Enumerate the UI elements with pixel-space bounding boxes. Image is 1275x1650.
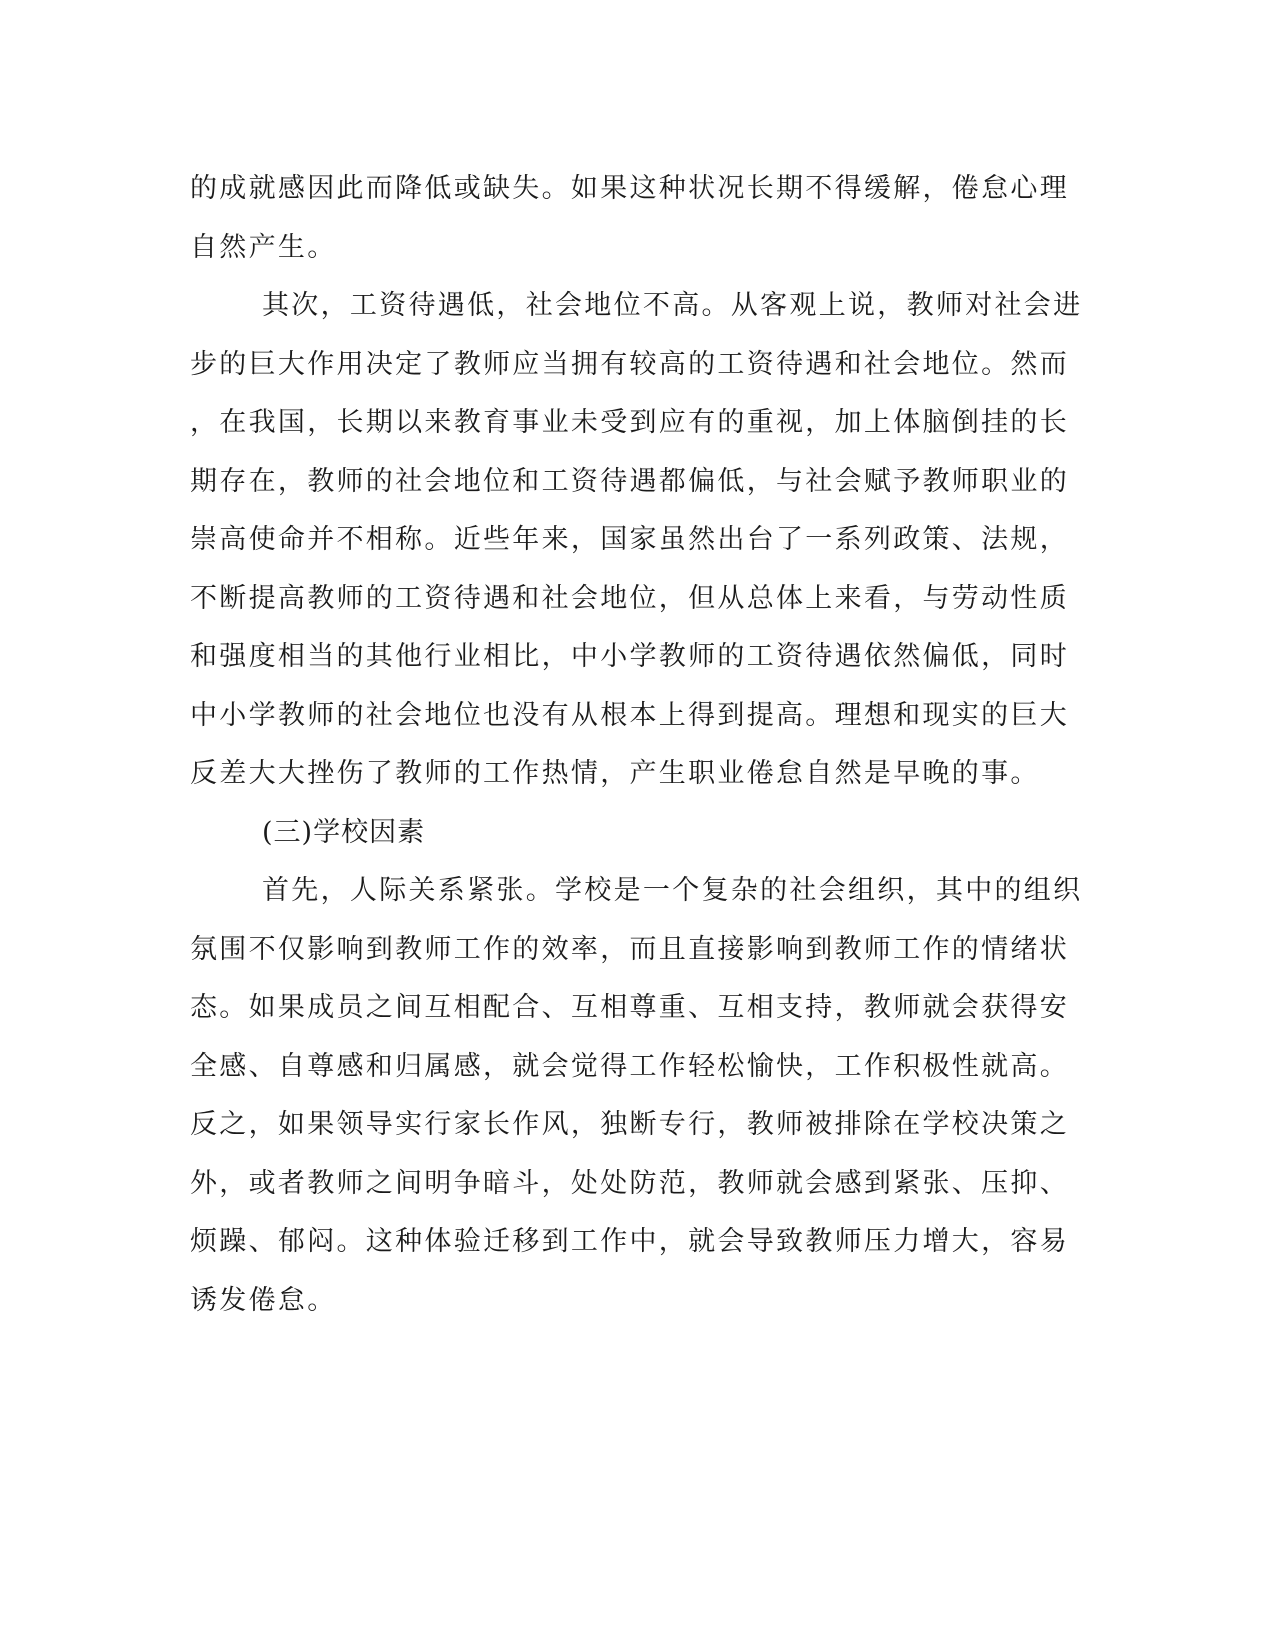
paragraph-line: 和强度相当的其他行业相比，中小学教师的工资待遇依然偏低，同时 — [190, 641, 1069, 672]
paragraph-line: 不断提高教师的工资待遇和社会地位，但从总体上来看，与劳动性质 — [190, 582, 1069, 614]
paragraph-line: 自然产生。 — [190, 231, 337, 263]
paragraph-line: 反之，如果领导实行家长作风，独断专行，教师被排除在学校决策之 — [190, 1109, 1069, 1140]
paragraph-line: 外，或者教师之间明争暗斗，处处防范，教师就会感到紧张、压抑、 — [190, 1167, 1069, 1199]
paragraph-line: 首先，人际关系紧张。学校是一个复杂的社会组织，其中的组织 — [262, 875, 1083, 906]
document-body — [190, 160, 1083, 1330]
paragraph-line: 氛围不仅影响到教师工作的效率，而且直接影响到教师工作的情绪状 — [190, 933, 1069, 965]
paragraph-line: 期存在，教师的社会地位和工资待遇都偏低，与社会赋予教师职业的 — [190, 465, 1069, 497]
paragraph-line: 中小学教师的社会地位也没有从根本上得到提高。理想和现实的巨大 — [190, 699, 1069, 731]
paragraph-line: 崇高使命并不相称。近些年来，国家虽然出台了一系列政策、法规， — [190, 524, 1069, 555]
paragraph-line: 诱发倦怠。 — [190, 1284, 337, 1316]
paragraph-line: 反差大大挫伤了教师的工作热情，产生职业倦怠自然是早晚的事。 — [190, 758, 1040, 789]
paragraph-line: 烦躁、郁闷。这种体验迁移到工作中，就会导致教师压力增大，容易 — [190, 1226, 1069, 1257]
paragraph-line: ，在我国，长期以来教育事业未受到应有的重视，加上体脑倒挂的长 — [190, 407, 1069, 438]
paragraph-line: 全感、自尊感和归属感，就会觉得工作轻松愉快，工作积极性就高。 — [190, 1050, 1069, 1082]
paragraph-line: 态。如果成员之间互相配合、互相尊重、互相支持，教师就会获得安 — [190, 992, 1069, 1023]
section-heading: (三)学校因素 — [262, 816, 426, 848]
paragraph-line: 其次，工资待遇低，社会地位不高。从客观上说，教师对社会进 — [262, 290, 1083, 321]
paragraph-line: 的成就感因此而降低或缺失。如果这种状况长期不得缓解，倦怠心理 — [190, 173, 1069, 204]
paragraph-line: 步的巨大作用决定了教师应当拥有较高的工资待遇和社会地位。然而 — [190, 348, 1069, 380]
